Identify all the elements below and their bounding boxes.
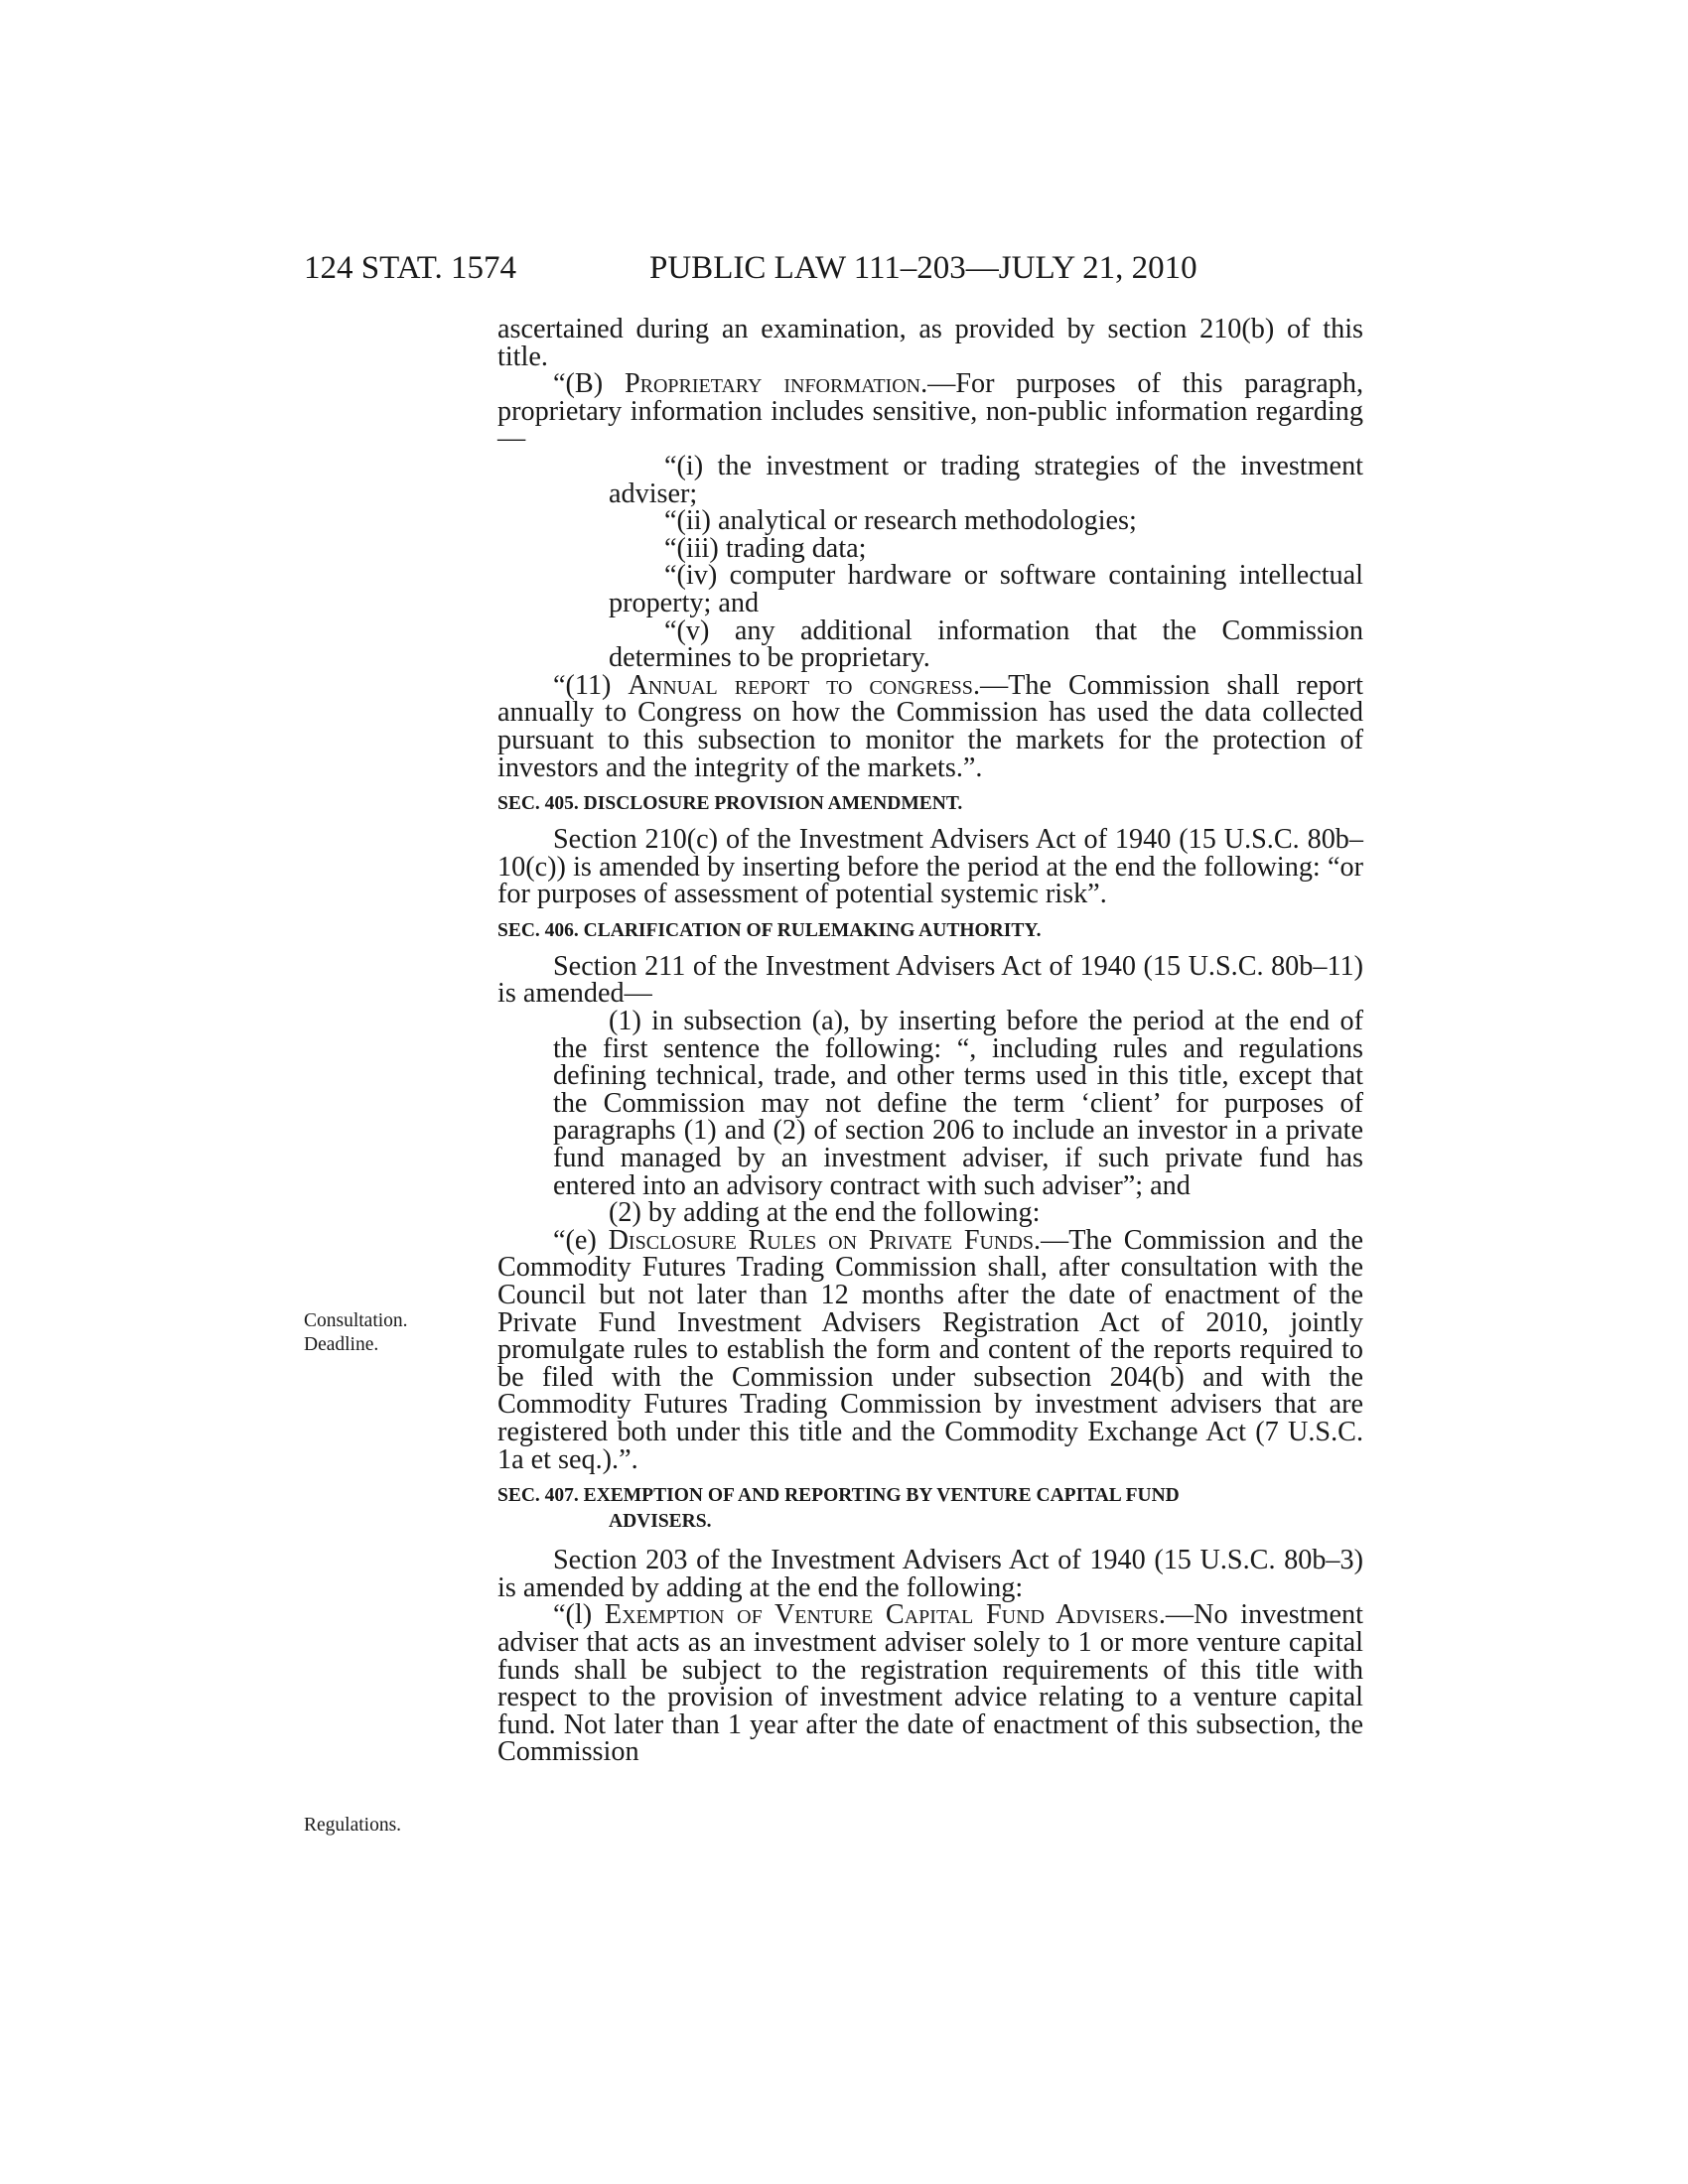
list-item-i: “(i) the investment or trading strategies of the investment adviser; [609, 450, 1363, 509]
running-header-title: PUBLIC LAW 111–203—JULY 21, 2010 [649, 250, 1197, 286]
paragraph-b-proprietary-information: “(B) Proprietary information.—For purposes of this paragraph, proprietary information includes sensitive, non-public information regarding— [497, 368, 1364, 455]
page-reference: 124 STAT. 1574 [304, 250, 517, 286]
margin-note-regulations: Regulations. [304, 1815, 402, 1836]
subsection-e-disclosure-rules: “(e) Disclosure Rules on Private Funds.—The Commission and the Commodity Futures Trading Commission shall, after consultation with the Council but not later than 12 months after the date of enactment of the Private Fund Investment Advisers Registration Act of 2010, jointly promulgate rules to establish the form and content of the reports required to be filed with the Commission under subsection 204(b) and with the Commodity Futures Trading Commission by investment advisers that are registered both under this title and the Commodity Exchange Act (7 U.S.C. 1a et seq.).”. [497, 1224, 1363, 1475]
document-body [497, 316, 1363, 1766]
section-407-intro: Section 203 of the Investment Advisers Act of 1940 (15 U.S.C. 80b–3) is amended by adding at the end the following: [497, 1545, 1363, 1603]
margin-note-deadline: Deadline. [304, 1334, 379, 1355]
paragraph-heading: Disclosure Rules on Private Funds [608, 1224, 1034, 1256]
subsection-l-exemption: “(l) Exemption of Venture Capital Fund Advisers.—No investment adviser that acts as an investment adviser solely to 1 or more venture capital funds shall be subject to the registration requirements of this title with respect to the provision of investment advice relating to a venture capital fund. Not later than 1 year after the date of enactment of this subsection, the Commission [497, 1599, 1363, 1768]
section-407-heading: SEC. 407. EXEMPTION OF AND REPORTING BY VENTURE CAPITAL FUND ADVISERS. [497, 1485, 1180, 1533]
paragraph-heading: Exemption of Venture Capital Fund Advisers [604, 1599, 1159, 1631]
list-item-iii: “(iii) trading data; [664, 532, 867, 564]
section-406-item-1: (1) in subsection (a), by inserting before the period at the end of the first sentence the following: “, including rules and regulations defining technical, trade, and other terms used in this title, except that the Commission may not define the term ‘client’ for purposes of paragraphs (1) and (2) of section 206 to include an investor in a private fund managed by an investment adviser, if such private fund has entered into an advisory contract with such adviser”; and [553, 1006, 1363, 1201]
paragraph-heading: Proprietary information [624, 368, 921, 400]
list-item-v: “(v) any additional information that the Commission determines to be proprietary. [609, 614, 1363, 674]
paragraph-heading: Annual report to congress [628, 669, 973, 701]
list-item-iv: “(iv) computer hardware or software containing intellectual property; and [609, 560, 1363, 618]
section-405-heading: SEC. 405. DISCLOSURE PROVISION AMENDMENT. [497, 793, 963, 815]
paragraph-11-annual-report: “(11) Annual report to congress.—The Commission shall report annually to Congress on how the Commission has used the data collected pursuant to this subsection to monitor the markets for the protection of investors and the integrity of the markets.”. [497, 669, 1363, 783]
section-405-text: Section 210(c) of the Investment Advisers Act of 1940 (15 U.S.C. 80b–10(c)) is amended by inserting before the period at the end the following: “or for purposes of assessment of potential systemic risk”. [497, 824, 1363, 910]
margin-note-consultation: Consultation. [304, 1310, 408, 1331]
section-406-item-2: (2) by adding at the end the following: [609, 1197, 1041, 1229]
list-item-ii: “(ii) analytical or research methodologies; [664, 505, 1137, 537]
section-406-intro: Section 211 of the Investment Advisers Act of 1940 (15 U.S.C. 80b–11) is amended— [497, 950, 1363, 1010]
section-406-heading: SEC. 406. CLARIFICATION OF RULEMAKING AUTHORITY. [497, 919, 1042, 941]
paragraph-continuation: ascertained during an examination, as provided by section 210(b) of this title. [497, 314, 1363, 372]
